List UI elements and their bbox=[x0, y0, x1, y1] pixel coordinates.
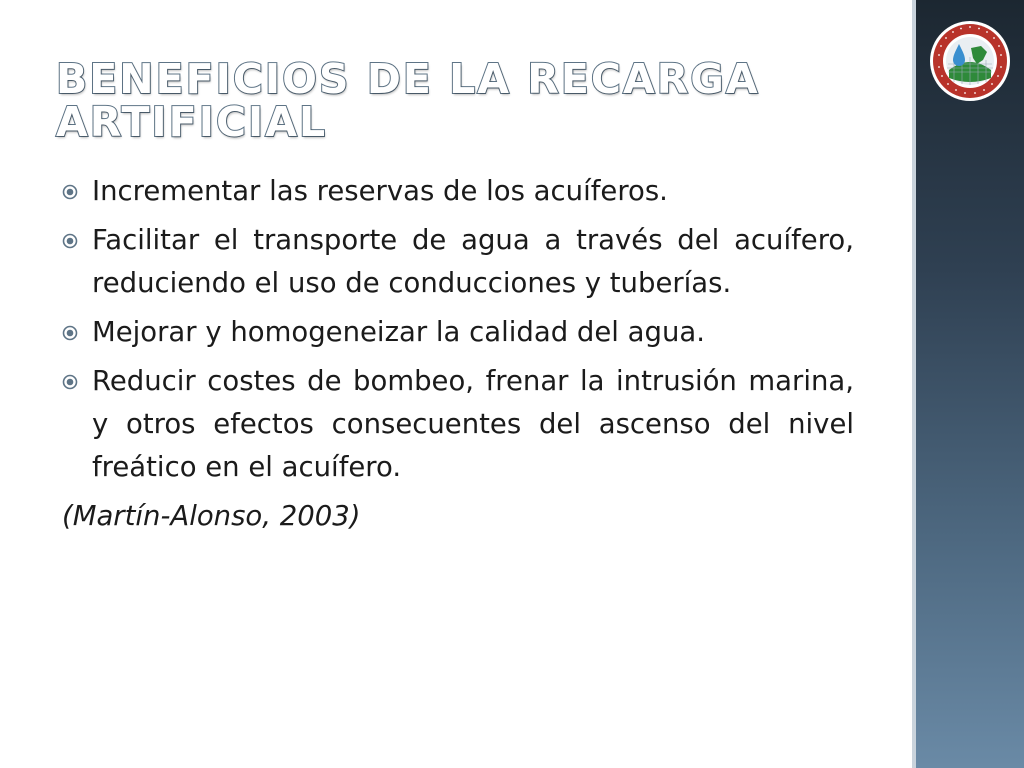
radio-bullet-icon bbox=[62, 325, 78, 341]
bullet-text: Incrementar las reservas de los acuíferos. bbox=[92, 175, 668, 207]
radio-bullet-icon bbox=[62, 184, 78, 200]
bullet-item bbox=[60, 219, 854, 305]
bullet-item bbox=[60, 311, 854, 354]
bullet-text: Facilitar el transporte de agua a través del acuífero, reduciendo el uso de conducciones y tuberías. bbox=[92, 224, 854, 299]
organization-seal-icon bbox=[929, 20, 1011, 102]
bullet-list bbox=[60, 170, 854, 489]
side-panel bbox=[912, 0, 1024, 768]
slide-title: BENEFICIOS DE LA RECARGA ARTIFICIAL bbox=[56, 55, 760, 146]
slide-content bbox=[60, 170, 854, 538]
radio-bullet-icon bbox=[62, 233, 78, 249]
bullet-item bbox=[60, 360, 854, 489]
radio-bullet-icon bbox=[62, 374, 78, 390]
bullet-item bbox=[60, 170, 854, 213]
bullet-text: Reducir costes de bombeo, frenar la intrusión marina, y otros efectos consecuentes del ascenso del nivel freático en el acuífero. bbox=[92, 365, 854, 483]
citation: (Martín-Alonso, 2003) bbox=[62, 500, 361, 532]
bullet-text: Mejorar y homogeneizar la calidad del agua. bbox=[92, 316, 705, 348]
side-panel-edge bbox=[912, 0, 916, 768]
